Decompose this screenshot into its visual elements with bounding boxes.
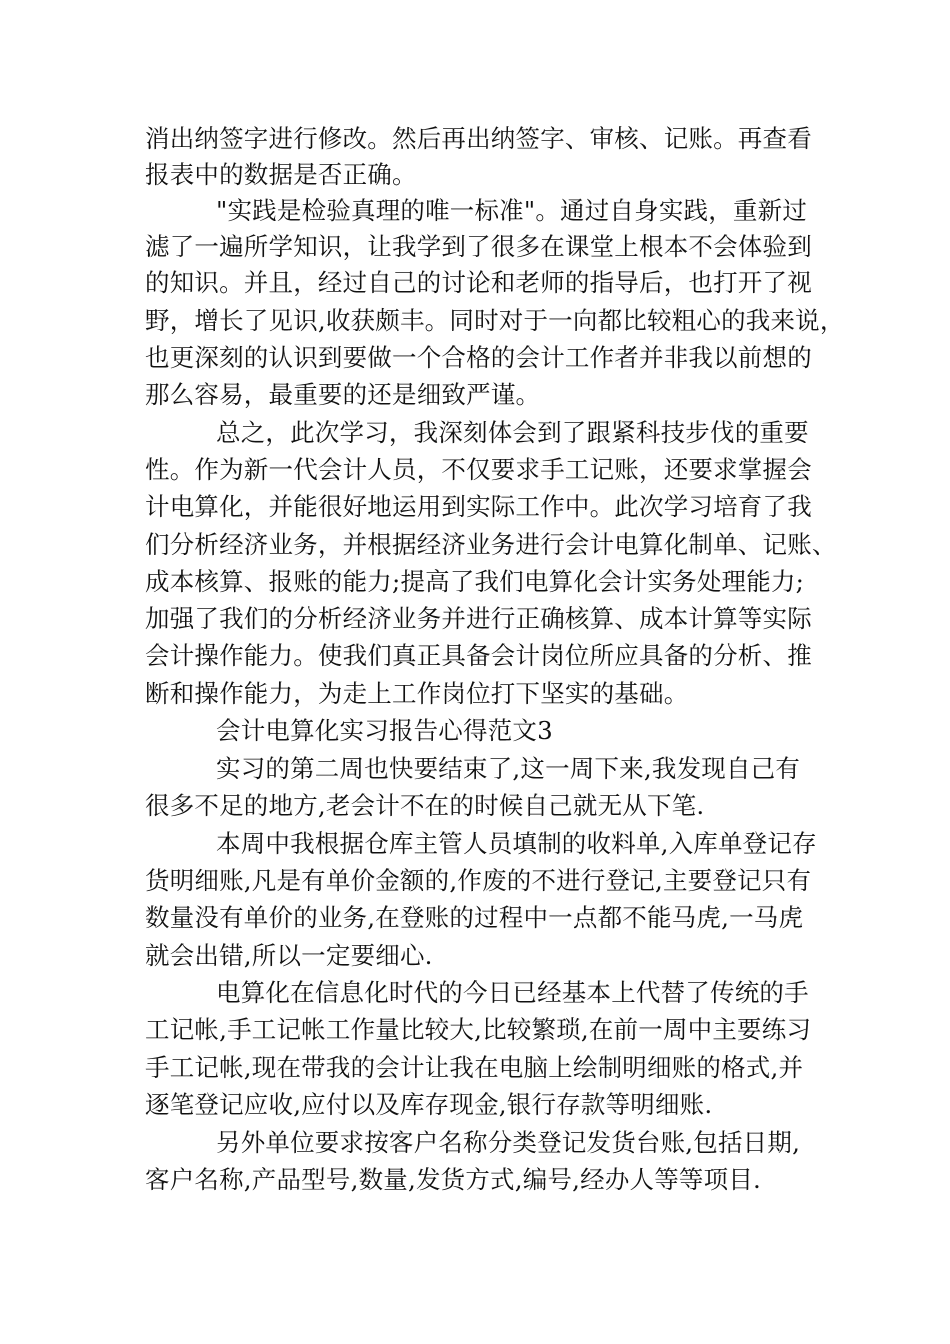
text-line: 手工记帐,现在带我的会计让我在电脑上绘制明细账的格式,并 [145,1053,804,1082]
text-line: 客户名称,产品型号,数量,发货方式,编号,经办人等等项目. [145,1165,762,1194]
text-line: 野，增长了见识,收获颇丰。同时对于一向都比较粗心的我来说， [145,306,845,335]
text-line: 计电算化，并能很好地运用到实际工作中。此次学习培育了我 [145,492,812,521]
section-heading: 会计电算化实习报告心得范文3 [216,716,553,745]
text-line: 那么容易，最重要的还是细致严谨。 [145,380,541,409]
text-line: 滤了一遍所学知识，让我学到了很多在课堂上根本不会体验到 [145,232,812,261]
text-line: 性。作为新一代会计人员，不仅要求手工记账，还要求掌握会 [145,455,812,484]
text-line: 货明细账,凡是有单价金额的,作废的不进行登记,主要登记只有 [145,866,812,895]
paragraph-start-line: 本周中我根据仓库主管人员填制的收料单,入库单登记存 [216,829,817,858]
paragraph-start-line: 实习的第二周也快要结束了,这一周下来,我发现自己有 [216,754,801,783]
text-line: 逐笔登记应收,应付以及库存现金,银行存款等明细账. [145,1090,713,1119]
text-line: 很多不足的地方,老会计不在的时候自己就无从下笔. [145,791,705,820]
text-line: 报表中的数据是否正确。 [145,160,417,189]
text-line: 会计操作能力。使我们真正具备会计岗位所应具备的分析、推 [145,641,812,670]
text-line: 成本核算、报账的能力;提高了我们电算化会计实务处理能力; [145,567,805,596]
paragraph-start-line: "实践是检验真理的唯一标准"。通过自身实践，重新过 [216,196,808,225]
text-line: 也更深刻的认识到要做一个合格的会计工作者并非我以前想的 [145,343,812,372]
text-line: 断和操作能力，为走上工作岗位打下坚实的基础。 [145,679,689,708]
text-line: 就会出错,所以一定要细心. [145,941,433,970]
text-line: 加强了我们的分析经济业务并进行正确核算、成本计算等实际 [145,604,812,633]
text-line: 消出纳签字进行修改。然后再出纳签字、审核、记账。再查看 [145,124,812,153]
text-line: 数量没有单价的业务,在登账的过程中一点都不能马虎,一马虎 [145,903,804,932]
text-line: 们分析经济业务，并根据经济业务进行会计电算化制单、记账、 [145,530,837,559]
text-line: 工记帐,手工记帐工作量比较大,比较繁琐,在前一周中主要练习 [145,1015,812,1044]
text-line: 的知识。并且，经过自己的讨论和老师的指导后，也打开了视 [145,268,812,297]
paragraph-start-line: 电算化在信息化时代的今日已经基本上代替了传统的手 [216,978,809,1007]
paragraph-start-line: 总之，此次学习，我深刻体会到了跟紧科技步伐的重要 [216,418,809,447]
paragraph-start-line: 另外单位要求按客户名称分类登记发货台账,包括日期, [216,1128,801,1157]
